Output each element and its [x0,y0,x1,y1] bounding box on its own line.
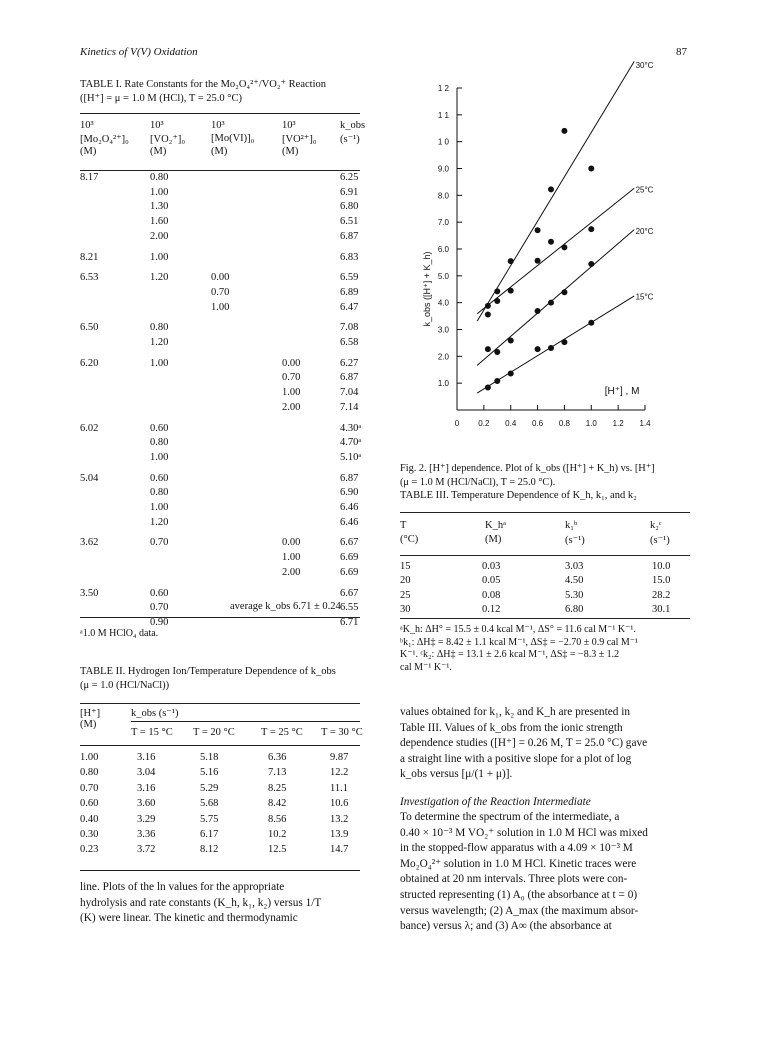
table1-cell: 1.00 [282,387,301,399]
table3-col-header: (M) [485,534,502,545]
table2-caption-line1: TABLE II. Hydrogen Ion/Temperature Dependence of k_obs [80,666,336,677]
figure-fit-lines [477,61,634,393]
figure-caption-line2: (μ = 1.0 M (HCl/NaCl), T = 25.0 °C). [400,477,556,488]
data-point [548,345,554,351]
table1-caption-line2: ([H⁺] = μ = 1.0 M (HCl), T = 25.0 °C) [80,93,242,104]
data-point [485,303,491,309]
table1-cell: 6.69 [340,566,359,578]
x-tick-label: 0 [454,419,460,428]
table1-cell: 6.59 [340,272,359,284]
running-header-title: Kinetics of V(V) Oxidation [80,46,198,58]
table1-cell: 6.55 [340,602,359,614]
table2-cell: 0.60 [80,798,99,810]
data-point [485,346,491,352]
table1-col-header: [Mo₂O₄²⁺]₀ [80,134,129,145]
table3-col-header: (s⁻¹) [565,535,585,546]
table3-cell: 28.2 [652,589,671,601]
table1-cell: 6.69 [340,552,359,564]
table1-cell: 6.58 [340,337,359,348]
data-point [561,128,567,134]
figure-axes [422,84,651,428]
table3-cell: 30.1 [652,603,671,615]
table1-cell: 0.90 [150,616,169,628]
x-tick-label: 0.2 [478,419,490,428]
table3-cell: 25 [400,589,411,601]
table1-cell: 0.80 [150,322,169,334]
table1-col-header: (M) [80,146,97,157]
table1-cell: 7.04 [340,387,359,399]
data-point [508,258,514,264]
table3-cell: 0.03 [482,561,501,572]
table2-top-rule [80,703,360,704]
right-paragraph-line: 0.40 × 10⁻³ M VO₂⁺ solution in 1.0 M HCl was mixed [400,826,648,839]
table1-col-header: [Mo(VI)]₀ [211,133,255,144]
table2-header-rule [80,745,360,746]
data-point [548,239,554,245]
series-label: 25°C [635,185,654,195]
y-tick-label: 1 1 [437,110,449,120]
table2-cell: 3.04 [137,767,156,779]
table1-col-header: [VO²⁺]₀ [282,134,317,145]
data-point [535,258,541,264]
table1-cell: 0.60 [150,422,169,434]
data-point [508,371,514,377]
table1-caption [80,78,326,106]
table3-cell: 6.80 [565,603,584,615]
right-paragraph-line: k_obs versus [μ/(1 + μ)]. [400,768,513,781]
table1-cell: 0.70 [150,537,169,549]
table3-cell: 15 [400,561,411,572]
data-point [561,244,567,250]
table2-h-header: [H⁺] [80,708,101,719]
table1-col-header: k_obs [340,120,366,131]
table1-cell: 4.30ᵃ [340,422,362,434]
data-point [561,339,567,345]
table1-cell: 6.25 [340,172,359,183]
table2-cell: 11.1 [330,782,348,794]
table2-cell: 5.75 [200,813,219,825]
right-paragraph-line: bance) versus λ; and (3) A∞ (the absorbance at [400,920,612,933]
x-axis-label: [H⁺] , M [604,385,640,397]
table2-cell: 3.29 [137,813,156,825]
table1-cell: 6.51 [340,216,359,228]
table3-footnotes [400,624,692,674]
y-tick-label: 1.0 [437,379,449,389]
table2-cell: 0.30 [80,829,99,840]
table3-footnote: ᵇk₁: ΔH‡ = 8.42 ± 1.1 kcal M⁻¹, ΔS‡ = −2.70 ± 0.9 cal M⁻¹ [400,636,639,648]
table2-cell: 6.36 [268,752,287,763]
left-paragraph-line: (K) were linear. The kinetic and thermodynamic [80,912,298,925]
data-point [535,308,541,314]
table1-col-header: [VO₂⁺]₀ [150,134,186,145]
series-label: 20°C [635,226,654,236]
section-heading: Investigation of the Reaction Intermediate [400,796,591,808]
table3-cell: 4.50 [565,575,584,587]
table2-cell: 5.18 [200,752,219,763]
table2-cell: 5.68 [200,798,219,810]
y-tick-label: 1 2 [437,84,449,93]
table1-cell: 8.21 [80,251,99,263]
table3-cell: 5.30 [565,589,584,601]
table1-average: average k_obs 6.71 ± 0.24 [230,601,341,612]
table3-col-header: T [400,520,407,531]
table1-caption-line1: TABLE I. Rate Constants for the Mo₂O₄²⁺/VO₂⁺ Reaction [80,79,327,90]
table3-cell: 15.0 [652,575,671,587]
table1-col-header: (M) [211,146,228,157]
table2-cell: 0.80 [80,767,99,779]
y-axis-label: k_obs ([H⁺] + K_h) [422,251,432,327]
table1-cell: 6.20 [80,357,99,369]
table1-footnote: ᵃ1.0 M HClO₄ data. [80,628,159,639]
table1-cell: 0.70 [282,372,301,384]
table1-cell: 6.91 [340,186,359,198]
table1-header [80,120,366,166]
table1-cell: 1.00 [150,357,169,369]
table2-body [80,752,360,862]
left-paragraph [80,880,362,927]
data-point [485,311,491,317]
table1-col-header: 10³ [211,120,225,131]
table2-cell: 0.23 [80,844,99,856]
figure-caption [400,462,655,490]
table2-cell: 13.9 [330,829,349,840]
data-point [561,289,567,295]
data-point [494,298,500,304]
table1-cell: 6.71 [340,616,359,628]
table1-cell: 6.89 [340,286,359,298]
table2-temp-header: T = 20 °C [193,727,235,738]
table3-footnote: ᵃK_h: ΔH° = 15.5 ± 0.4 kcal M⁻¹, ΔS° = 11.6 cal M⁻¹ K⁻¹. [400,624,636,635]
right-paragraph-line: Table III. Values of k_obs from the ionic strength [400,721,623,734]
table1-cell: 6.87 [340,230,359,242]
table2-cell: 0.40 [80,813,99,825]
table2-cell: 0.70 [80,782,99,794]
table3-body [400,561,690,621]
table3-header [400,520,690,552]
table2-cell: 3.60 [137,798,156,810]
table3-cell: 0.12 [482,603,501,615]
table3-cell: 20 [400,575,411,587]
table1-cell: 2.00 [150,230,169,242]
table1-cell: 6.83 [340,251,359,263]
y-tick-label: 1 0 [437,137,449,147]
table1-col-header: 10³ [80,120,94,131]
data-point [588,261,594,267]
data-point [494,349,500,355]
table3-cell: 30 [400,603,411,615]
left-paragraph-line: hydrolysis and rate constants (K_h, k₁, k₂) versus 1/T [80,896,322,909]
table1-cell: 6.02 [80,422,99,434]
table1-cell: 0.80 [150,437,169,449]
right-paragraph-2 [400,810,692,935]
table1-cell: 3.50 [80,587,99,599]
table1-cell: 8.17 [80,172,99,183]
table2-cell: 6.17 [200,829,219,840]
table2-cell: 9.87 [330,752,349,763]
right-paragraph-line: obtained at 20 nm intervals. Three plots were con- [400,873,628,886]
table1-cell: 5.10ᵃ [340,451,362,463]
table1-cell: 6.53 [80,272,99,284]
right-paragraph-line: a straight line with a positive slope for a plot of log [400,752,632,765]
data-point [588,226,594,232]
table1-cell: 1.00 [150,451,169,463]
figure-series-labels [636,61,654,302]
table1-cell: 1.00 [211,301,230,313]
table2-cell: 3.16 [137,782,156,794]
table1-cell: 2.00 [282,401,301,413]
data-point [494,288,500,294]
data-point [494,378,500,384]
x-tick-label: 1.4 [639,419,651,428]
table2-cell: 8.42 [268,798,287,810]
data-point [548,186,554,192]
y-tick-label: 2.0 [437,352,449,362]
table1-cell: 6.67 [340,587,359,599]
data-point [588,166,594,172]
table2-cell: 14.7 [330,844,349,856]
right-paragraph-line: dependence studies ([H⁺] = 0.26 M, T = 25.0 °C) gave [400,737,648,750]
y-tick-label: 5.0 [437,271,449,281]
x-tick-label: 0.4 [505,419,517,428]
table3-footnote: K⁻¹. ᶜk₂: ΔH‡ = 13.1 ± 2.6 kcal M⁻¹, ΔS‡ = −8.3 ± 1.2 [400,649,620,660]
table1-cell: 0.80 [150,172,169,183]
table2-temp-header: T = 15 °C [131,727,173,738]
table1-body [80,172,362,628]
table3-top-rule [400,512,690,513]
right-paragraph-line: versus wavelength; (2) A_max (the maximum absor- [400,904,639,917]
data-point [485,384,491,390]
table1-header-rule [80,170,360,171]
table2-temp-header: T = 25 °C [261,727,303,738]
right-paragraph-line: structed representing (1) A₀ (the absorbance at t = 0) [400,888,638,901]
table1-cell: 1.00 [150,251,169,263]
table2-cell: 3.36 [137,829,156,840]
data-point [548,300,554,306]
table1-cell: 5.04 [80,472,99,484]
right-paragraph-line: in the stopped-flow apparatus with a 4.09 × 10⁻³ M [400,842,633,855]
table1-cell: 1.30 [150,201,169,213]
table3-cell: 3.03 [565,561,584,572]
table1-cell: 1.20 [150,272,169,284]
table2-cell: 8.12 [200,844,219,856]
table2-cell: 3.16 [137,752,156,763]
table2-bottom-rule [80,870,360,871]
table1-cell: 0.00 [282,357,301,369]
table1-cell: 1.60 [150,216,169,228]
table2-h-unit: (M) [80,719,97,730]
table1-cell: 2.00 [282,566,301,578]
table1-cell: 7.14 [340,401,359,413]
table3-col-header: k₁ᵇ [565,520,578,531]
table1-cell: 0.70 [211,286,230,298]
table2-cell: 8.25 [268,782,287,794]
data-point [535,227,541,233]
table3-col-header: k₂ᶜ [650,520,662,531]
right-paragraph-line: To determine the spectrum of the intermediate, a [400,811,620,823]
table1-cell: 0.80 [150,487,169,499]
table1-col-header: 10³ [282,120,296,131]
table2-cell: 5.29 [200,782,219,794]
table3-footnote: cal M⁻¹ K⁻¹. [400,661,452,673]
table1-cell: 0.60 [150,472,169,484]
table1-cell: 6.80 [340,201,359,213]
data-point [508,288,514,294]
table2-cell: 5.16 [200,767,219,779]
table1-cell: 0.60 [150,587,169,599]
table3-cell: 10.0 [652,561,671,572]
table1-cell: 6.27 [340,357,359,369]
table2-caption-line2: (μ = 1.0 (HCl/NaCl)) [80,680,170,691]
table1-cell: 6.87 [340,472,359,484]
table1-cell: 0.00 [211,272,230,284]
table3-col-header: (s⁻¹) [650,535,670,546]
right-paragraph-line: Mo₂O₄²⁺ solution in 1.0 M HCl. Kinetic traces were [400,857,637,870]
table3-cell: 0.05 [482,575,501,587]
figure-data-points [485,128,594,391]
table2-cell: 3.72 [137,844,156,856]
table2-kobs-rule [131,721,360,722]
y-tick-label: 9.0 [437,164,449,174]
table3-header-rule [400,555,690,556]
table1-cell: 1.00 [150,502,169,513]
table1-cell: 6.46 [340,516,359,528]
page-number: 87 [676,46,687,58]
table2-temp-header: T = 30 °C [321,727,363,738]
x-tick-label: 1.0 [585,419,597,428]
figure-2-plot [400,60,700,455]
data-point [588,320,594,326]
table1-cell: 0.00 [282,537,301,549]
data-point [508,338,514,344]
right-paragraph-1 [400,705,692,783]
table2-cell: 10.2 [268,829,287,840]
y-tick-label: 3.0 [437,325,449,335]
table2-cell: 1.00 [80,752,99,763]
table1-cell: 4.70ᵃ [340,437,362,449]
x-tick-label: 0.8 [558,419,570,428]
table1-cell: 6.46 [340,502,359,513]
y-tick-label: 7.0 [437,218,449,228]
table1-cell: 6.47 [340,301,359,313]
table1-cell: 0.70 [150,602,169,614]
table1-col-header: (s⁻¹) [340,134,360,145]
table1-cell: 7.08 [340,322,359,334]
table1-col-header: (M) [282,146,299,157]
table2-cell: 13.2 [330,813,349,825]
x-tick-label: 0.6 [532,419,544,428]
series-label: 15°C [635,292,654,302]
table2-cell: 12.5 [268,844,287,856]
table2-caption [80,665,336,693]
y-tick-label: 6.0 [437,245,449,254]
table2-cell: 12.2 [330,767,349,779]
table1-cell: 3.62 [80,537,99,549]
data-point [535,346,541,352]
table3-caption: TABLE III. Temperature Dependence of K_h, k₁, and k₂ [400,490,637,501]
table1-cell: 1.20 [150,337,169,348]
table1-bottom-rule [80,617,360,618]
figure-caption-line1: Fig. 2. [H⁺] dependence. Plot of k_obs ([H⁺] + K_h) vs. [H⁺] [400,463,655,474]
table2-cell: 10.6 [330,798,349,810]
table3-col-header: K_hᵃ [485,520,506,531]
right-paragraph-line: values obtained for k₁, k₂ and K_h are presented in [400,706,630,718]
table2-kobs-header: k_obs (s⁻¹) [131,708,179,719]
table1-top-rule [80,113,360,114]
fit-line-3 [477,61,634,321]
table2-cell: 7.13 [268,767,287,779]
table1-cell: 1.00 [150,186,169,198]
table3-col-header: (°C) [400,534,419,545]
x-tick-label: 1.2 [612,419,624,428]
y-tick-label: 8.0 [437,191,449,201]
table1-cell: 1.00 [282,552,301,564]
table1-cell: 6.87 [340,372,359,384]
table1-col-header: 10³ [150,120,164,131]
y-tick-label: 4.0 [437,298,449,308]
table2-cell: 8.56 [268,813,287,825]
table1-cell: 6.67 [340,537,359,549]
series-label: 30°C [635,60,654,70]
table1-cell: 1.20 [150,516,169,528]
left-paragraph-line: line. Plots of the ln values for the appropriate [80,881,285,893]
fit-line-2 [477,188,634,314]
table1-cell: 6.90 [340,487,359,499]
table3-cell: 0.08 [482,589,501,601]
table3-bottom-rule [400,618,690,619]
table1-cell: 6.50 [80,322,99,334]
table2-temp-headers [80,727,363,741]
table1-col-header: (M) [150,146,167,157]
